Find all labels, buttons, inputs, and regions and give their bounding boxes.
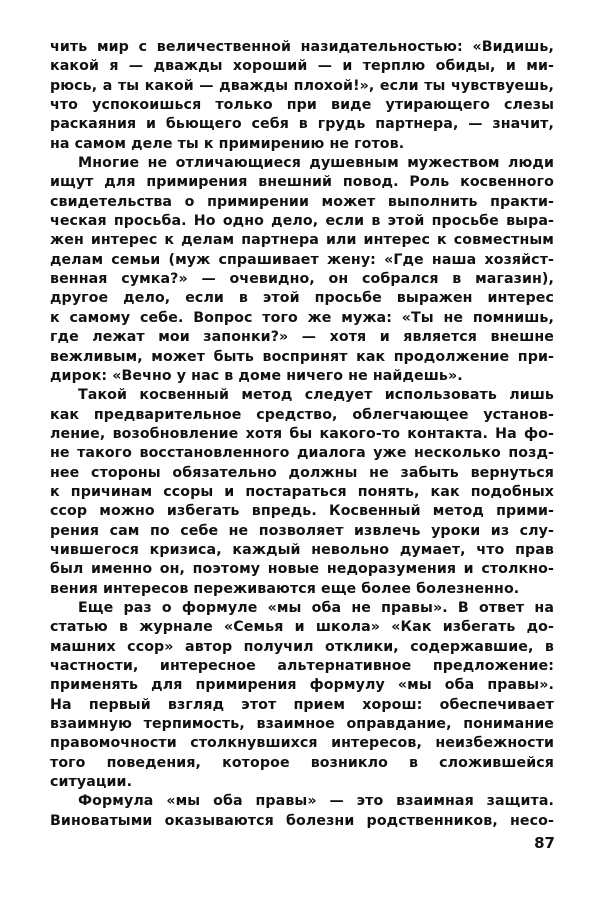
text-line: применять для примирения формулу «мы оба правы». <box>50 677 554 694</box>
text-line: что успокоишься только при виде утирающего слезы <box>50 97 554 114</box>
text-line: был именно он, поэтому новые недоразумения и столкно- <box>50 561 554 578</box>
text-line: Такой косвенный метод следует использовать лишь <box>78 387 554 404</box>
text-line: рюсь, а ты какой — дважды плохой!», если ты чувствуешь, <box>50 77 554 94</box>
text-line: венная сумка?» — очевидно, он собрался в магазин), <box>50 271 554 288</box>
text-line: раскаяния и бьющего себя в грудь партнера, — значит, <box>50 116 554 133</box>
paragraph <box>50 599 554 792</box>
text-line: где лежат мои запонки?» — хотя и является внешне <box>50 329 554 346</box>
text-line: машних ссор» автор получил отклики, содержавшие, в <box>50 638 554 655</box>
text-line: дирок: «Вечно у нас в доме ничего не найдешь». <box>50 367 463 384</box>
text-line: частности, интересное альтернативное предложение: <box>50 658 554 674</box>
text-line: к причинам ссоры и постараться понять, как подобных <box>50 483 554 500</box>
text-line: ческая просьба. Но одно дело, если в этой просьбе выра- <box>50 213 554 230</box>
text-line: к самому себе. Вопрос того же мужа: «Ты не помнишь, <box>50 309 554 326</box>
text-line: ситуации. <box>50 774 133 791</box>
text-line: чившегося кризиса, каждый невольно думает, что прав <box>50 541 554 558</box>
text-line: На первый взгляд этот прием хорош: обеспечивает <box>50 696 554 713</box>
text-line: Формула «мы оба правы» — это взаимная защита. <box>78 793 554 810</box>
text-line: Виноватыми оказываются болезни родственников, несо- <box>50 812 554 829</box>
text-line: статью в журнале «Семья и школа» «Как избегать до- <box>50 619 554 636</box>
paragraph <box>50 154 554 386</box>
paragraph <box>50 792 554 831</box>
book-page-text <box>50 38 554 831</box>
text-line: рения сам по себе не позволяет извлечь уроки из слу- <box>50 522 554 539</box>
text-line: вения интересов переживаются еще более болезненно. <box>50 580 520 597</box>
text-line: нее стороны обязательно должны не забыть вернуться <box>50 464 554 481</box>
paragraph <box>50 386 554 599</box>
text-line: ищут для примирения внешний повод. Роль косвенного <box>50 174 554 191</box>
text-line: делам семьи (муж спрашивает жену: «Где наша хозяйст- <box>50 251 554 268</box>
text-line: как предварительное средство, облегчающее установ- <box>50 406 554 423</box>
text-line: свидетельства о примирении может выполнить практи- <box>50 193 554 210</box>
text-line: Многие не отличающиеся душевным мужеством люди <box>78 155 554 172</box>
text-line: какой я — дважды хороший — и терплю обиды, и ми- <box>50 58 554 75</box>
text-line: ление, возобновление хотя бы какого-то контакта. На фо- <box>50 425 554 442</box>
page-number: 87 <box>534 834 555 852</box>
text-line: на самом деле ты к примирению не готов. <box>50 135 405 152</box>
text-line: правомочности столкнувшихся интересов, неизбежности <box>50 735 554 752</box>
text-line: взаимную терпимость, взаимное оправдание, понимание <box>50 716 554 733</box>
text-line: чить мир с величественной назидательностью: «Видишь, <box>50 39 554 55</box>
text-line: жен интерес к делам партнера или интерес к совместным <box>50 232 554 249</box>
text-line: того поведения, которое возникло в сложившейся <box>50 754 554 771</box>
text-line: не такого восстановленного диалога уже несколько позд- <box>50 445 554 462</box>
text-line: другое дело, если в этой просьбе выражен интерес <box>50 290 554 307</box>
text-line: ссор можно избегать впредь. Косвенный метод прими- <box>50 503 554 520</box>
text-line: Еще раз о формуле «мы оба не правы». В ответ на <box>78 599 554 616</box>
paragraph <box>50 38 554 154</box>
text-line: вежливым, может быть воспринят как продолжение при- <box>50 348 554 365</box>
